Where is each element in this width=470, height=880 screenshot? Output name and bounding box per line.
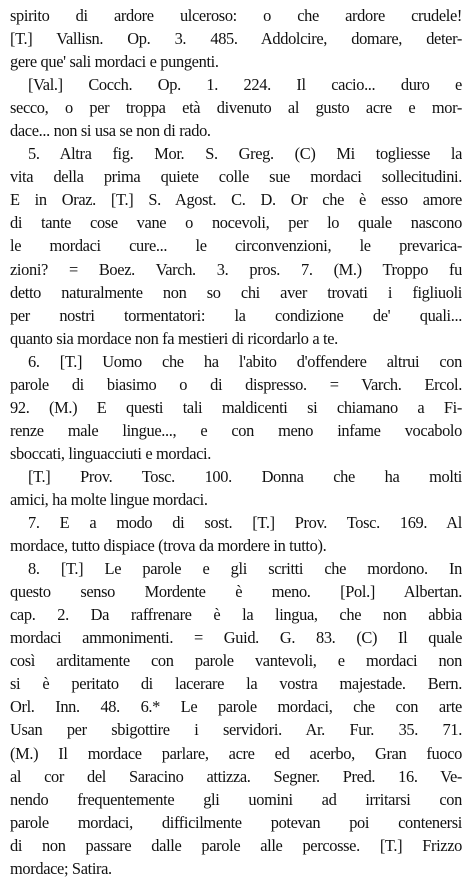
text-line: cap. 2. Da raffrenare è la lingua, che non abbia <box>10 605 462 625</box>
text-line: questo senso Mordente è meno. [Pol.] Albertan. <box>10 582 462 602</box>
text-line: [T.] Prov. Tosc. 100. Donna che ha molti <box>28 466 462 486</box>
text-line: dace... non si usa se non di rado. <box>10 121 211 141</box>
text-line: secco, o per troppa età divenuto al gusto acre e mor- <box>10 98 462 118</box>
text-line: [Val.] Cocch. Op. 1. 224. Il cacio... duro e <box>28 75 462 95</box>
text-line: per nostri tormentatori: la condizione de' quali... <box>10 305 462 325</box>
text-line: al cor del Saracino attizza. Segner. Pred. 16. Ve- <box>10 766 462 786</box>
text-line: si è peritato di lacerare la vostra majestade. Bern. <box>10 674 462 694</box>
text-line: nendo frequentemente gli uomini ad irritarsi con <box>10 789 462 809</box>
text-line: [T.] Vallisn. Op. 3. 485. Addolcire, domare, deter- <box>10 29 462 49</box>
text-line: renze male lingue..., e con meno infame vocabolo <box>10 420 462 440</box>
text-line: le mordaci cure... le circonvenzioni, le prevarica- <box>10 236 462 256</box>
text-line: 6. [T.] Uomo che ha l'abito d'offendere altrui con <box>28 351 462 371</box>
text-line: 92. (M.) E questi tali maldicenti si chiamano a Fi- <box>10 397 462 417</box>
text-line: di tante cose vane o nocevoli, per lo quale nascono <box>10 213 462 233</box>
text-line: gere que' sali mordaci e pungenti. <box>10 52 219 72</box>
text-line: zioni? = Boez. Varch. 3. pros. 7. (M.) Troppo fu <box>10 259 462 279</box>
text-line: parole mordaci, difficilmente potevan poi contenersi <box>10 812 462 832</box>
text-line: Usan per sbigottire i servidori. Ar. Fur. 35. 71. <box>10 720 462 740</box>
text-line: mordace; Satira. <box>10 858 112 878</box>
text-line: 7. E a modo di sost. [T.] Prov. Tosc. 169. Al <box>28 513 462 533</box>
text-line: Orl. Inn. 48. 6.* Le parole mordaci, che con arte <box>10 697 462 717</box>
text-line: (M.) Il mordace parlare, acre ed acerbo, Gran fuoco <box>10 743 462 763</box>
text-line: detto naturalmente non so chi aver trovati i figliuoli <box>10 282 462 302</box>
text-line: parole di biasimo o di dispresso. = Varch. Ercol. <box>10 374 462 394</box>
text-line: di non passare dalle parole alle percosse. [T.] Frizzo <box>10 835 462 855</box>
text-line: mordace, tutto dispiace (trova da mordere in tutto). <box>10 536 327 556</box>
text-line: spirito di ardore ulceroso: o che ardore crudele! <box>10 6 462 25</box>
text-line: amici, ha molte lingue mordaci. <box>10 489 208 509</box>
text-line: 8. [T.] Le parole e gli scritti che mordono. In <box>28 559 462 579</box>
text-line: 5. Altra fig. Mor. S. Greg. (C) Mi togliesse la <box>28 144 462 164</box>
text-line: E in Oraz. [T.] S. Agost. C. D. Or che è esso amore <box>10 190 462 210</box>
text-line: così arditamente con parole vantevoli, e mordaci non <box>10 651 462 671</box>
text-line: quanto sia mordace non fa mestieri di ricordarlo a te. <box>10 328 338 348</box>
text-line: sboccati, linguacciuti e mordaci. <box>10 443 211 463</box>
text-line: mordaci ammonimenti. = Guid. G. 83. (C) Il quale <box>10 628 462 648</box>
text-line: vita della prima quiete colle sue mordaci sollecitudini. <box>10 167 462 187</box>
